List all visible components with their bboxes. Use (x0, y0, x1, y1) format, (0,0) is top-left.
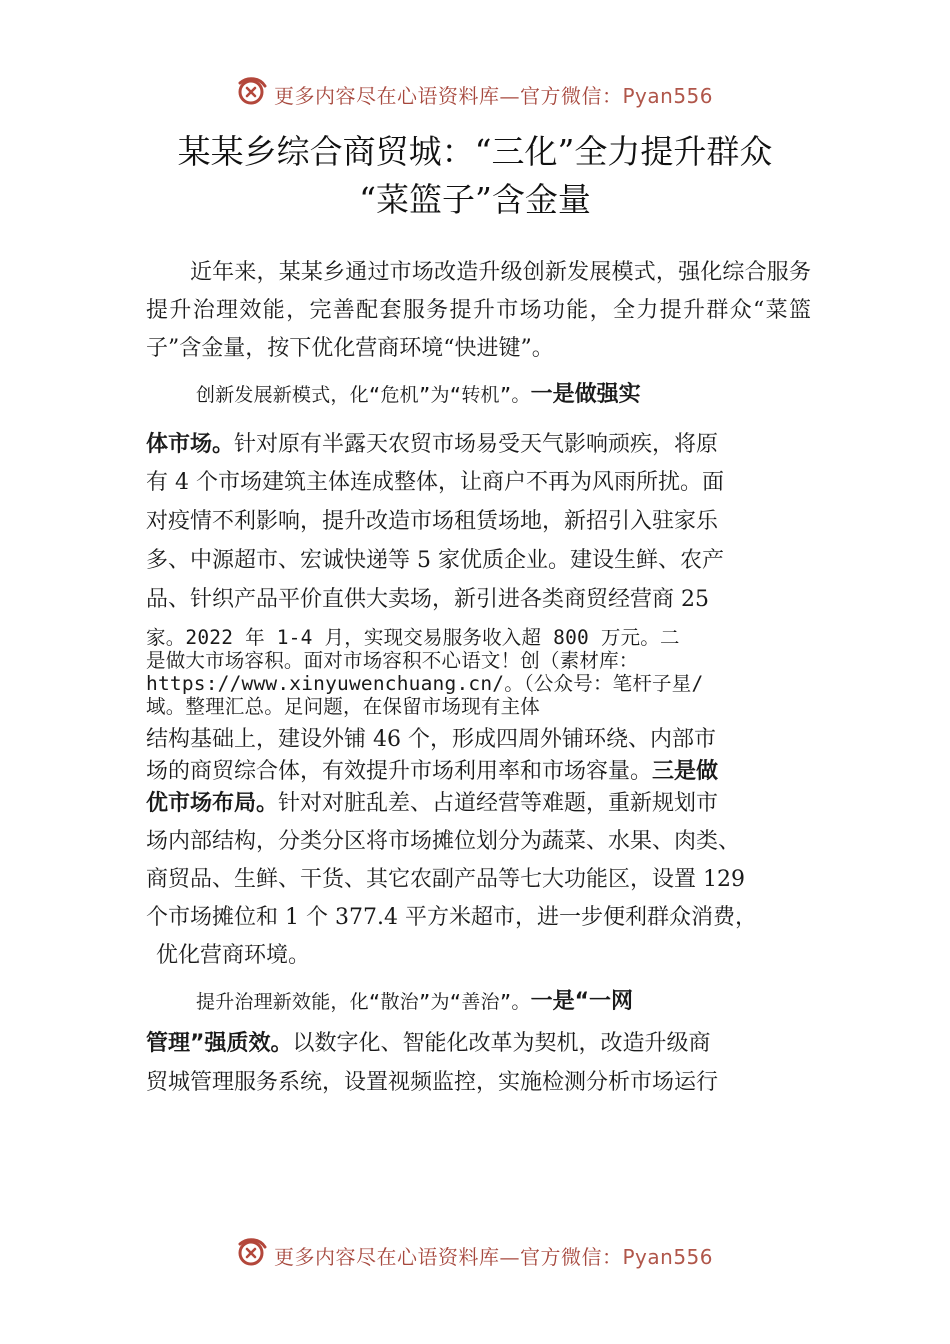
wechat-id: Pyan556 (622, 84, 714, 108)
section1-line-3: 对疫情不利影响，提升改造市场租赁场地，新招引入驻家乐 (146, 509, 719, 534)
section1-point3-title-a: 三是做 (652, 759, 719, 784)
section1-line-4: 多、中源超市、宏诚快递等 5 家优质企业。建设生鲜、农产 (146, 548, 724, 573)
section1-line-7: 场的商贸综合体，有效提升市场利用率和市场容量。三是做 (146, 759, 719, 784)
section2-line-1: 管理”强质效。以数字化、智能化改革为契机，改造升级商 (146, 1031, 711, 1056)
section1-line-2: 有 4 个市场建筑主体连成整体，让商户不再为风雨所扰。面 (146, 470, 724, 495)
mono-line-2: 是做大市场容积。面对市场容积不心语文！创（素材库： (146, 649, 639, 672)
header-watermark-banner (0, 72, 950, 112)
section1-line-11: 个市场摊位和 1 个 377.4 平方米超市，进一步便利群众消费， (146, 905, 757, 930)
mono-line-4: 域。整理汇总。足问题，在保留市场现有主体 (146, 695, 541, 718)
footer-watermark-banner (0, 1233, 950, 1273)
section1-line-5: 品、针织产品平价直供大卖场，新引进各类商贸经营商 25 (146, 587, 709, 612)
section1-point1-title-b: 体市场。 (146, 432, 235, 457)
section2-point1-title-b: 管理”强质效。 (146, 1031, 293, 1056)
banner-text: 更多内容尽在心语资料库—官方微信：Pyan556 (274, 1245, 714, 1269)
mono-line-3: https://www.xinyuwenchuang.cn/。（公众号：笔杆子星/ (146, 672, 704, 695)
section1-line-12: 优化营商环境。 (156, 943, 311, 968)
section2-line-2: 贸城管理服务系统，设置视频监控，实施检测分析市场运行 (146, 1070, 719, 1095)
section1-line-1: 体市场。针对原有半露天农贸市场易受天气影响顽疾，将原 (146, 432, 719, 457)
wechat-id: Pyan556 (622, 1245, 714, 1269)
brush-logo-icon (234, 74, 268, 108)
section1-heading-line (196, 377, 641, 408)
section2-point1-title-a: 一是“一网 (530, 989, 634, 1014)
section1-point3-title-b: 优市场布局。 (146, 791, 279, 816)
section2-heading: 提升治理新效能，化“散治”为“善治”。 (196, 991, 531, 1013)
intro-paragraph: 近年来，某某乡通过市场改造升级创新发展模式，强化综合服务提升治理效能，完善配套服务提升市场功能，全力提升群众“菜篮子”含金量，按下优化营商环境“快进键”。 (146, 260, 811, 361)
section1-line-9: 场内部结构，分类分区将市场摊位划分为蔬菜、水果、肉类、 (146, 829, 741, 854)
banner-text: 更多内容尽在心语资料库—官方微信：Pyan556 (274, 84, 714, 108)
brush-logo-icon (234, 1235, 268, 1269)
section1-line-10: 商贸品、生鲜、干货、其它农副产品等七大功能区，设置 129 (146, 867, 745, 892)
page-title (95, 128, 855, 224)
title-line-1: 某某乡综合商贸城：“三化”全力提升群众 (177, 132, 773, 171)
title-line-2: “菜篮子”含金量 (359, 180, 591, 219)
section1-line-8: 优市场布局。针对对脏乱差、占道经营等难题，重新规划市 (146, 791, 719, 816)
section1-heading: 创新发展新模式，化“危机”为“转机”。 (196, 384, 531, 406)
section1-line-6: 结构基础上，建设外铺 46 个，形成四周外铺环绕、内部市 (146, 727, 716, 752)
section1-point1-title-a: 一是做强实 (530, 382, 641, 407)
mono-line-1: 家。2022 年 1-4 月，实现交易服务收入超 800 万元。二 (146, 626, 680, 649)
section2-heading-line (196, 984, 633, 1015)
